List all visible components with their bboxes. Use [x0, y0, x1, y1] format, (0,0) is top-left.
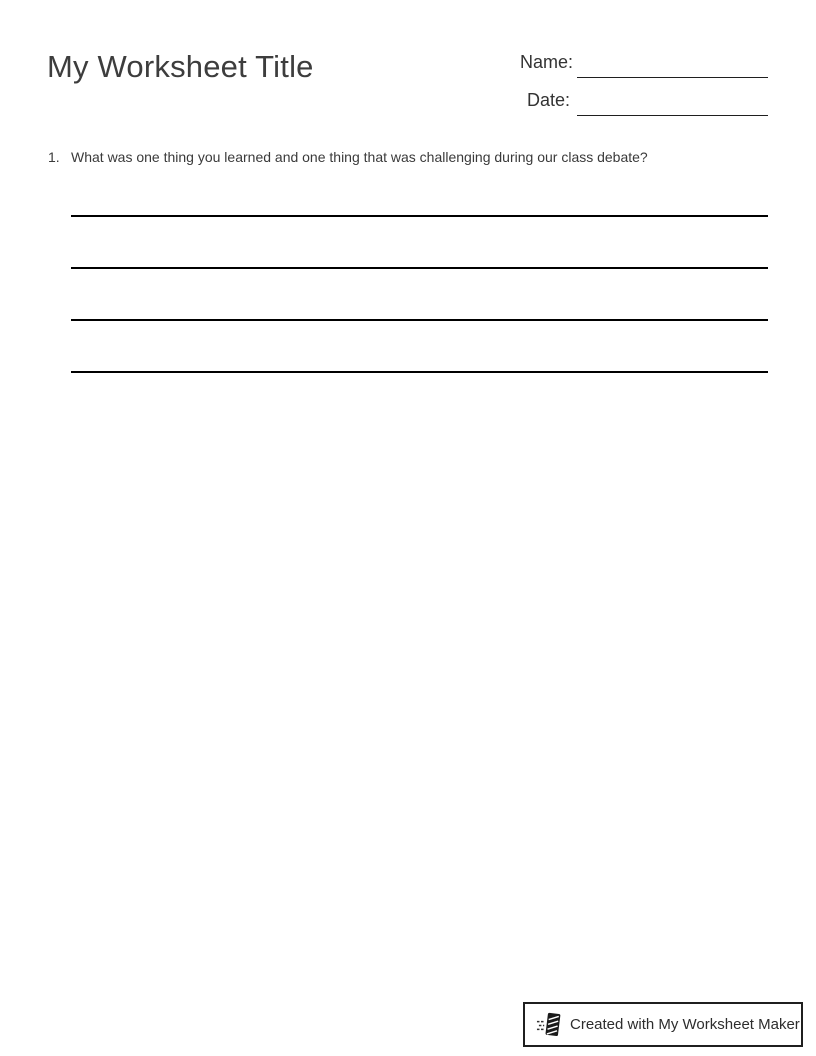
date-label: Date: — [526, 90, 570, 110]
name-label: Name: — [519, 52, 573, 72]
question-number: 1. — [48, 149, 60, 165]
footer-badge[interactable] — [523, 1002, 803, 1047]
answer-line — [71, 319, 768, 321]
page-title: My Worksheet Title — [47, 49, 314, 84]
question-text: What was one thing you learned and one thing that was challenging during our class debate? — [71, 149, 648, 165]
flying-worksheet-icon — [536, 1010, 563, 1040]
answer-line — [71, 215, 768, 217]
question-item — [48, 148, 748, 166]
badge-label: Created with My Worksheet Maker — [570, 1016, 800, 1033]
date-blank-line — [577, 115, 768, 116]
answer-line — [71, 267, 768, 269]
name-blank-line — [577, 77, 768, 78]
answer-line — [71, 371, 768, 373]
